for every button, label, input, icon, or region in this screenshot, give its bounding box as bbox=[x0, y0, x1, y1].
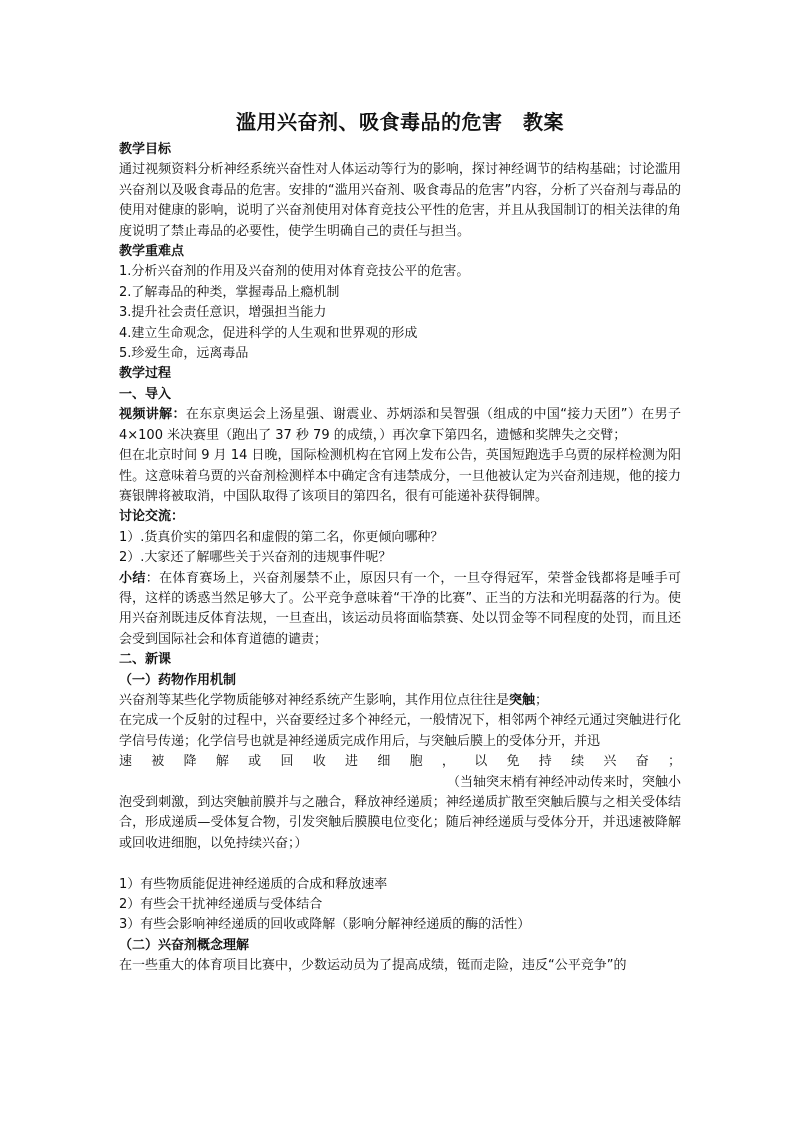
section-2-text: 在一些重大的体育项目比赛中，少数运动员为了提高成绩，铤而走险，违反“公平竞争”的 bbox=[119, 958, 627, 974]
key-point: 3.提升社会责任意识，增强担当能力 bbox=[119, 305, 327, 321]
section-1-note-start: （当轴突末梢有神经冲动传来时，突触小 bbox=[446, 774, 681, 790]
discuss-item: 1）.货真价实的第四名和虚假的第二名，你更倾向哪种？ bbox=[119, 529, 444, 545]
discuss-heading: 讨论交流： bbox=[119, 509, 185, 525]
key-point: 1.分析兴奋剂的作用及兴奋剂的使用对体育竞技公平的危害。 bbox=[119, 264, 470, 280]
video-label: 视频讲解： bbox=[119, 407, 186, 423]
key-point: 4.建立生命观念，促进科学的人生观和世界观的形成 bbox=[119, 325, 418, 341]
section-1-line-1-pre: 兴奋剂等某些化学物质能够对神经系统产生影响，其作用位点往往是 bbox=[119, 692, 510, 708]
key-point: 5.珍爱生命，远离毒品 bbox=[119, 346, 249, 362]
section-1-line-1-post: ； bbox=[535, 692, 549, 708]
section-1-spaced-line: 速被降解或回收进细胞，以免持续兴奋； bbox=[119, 754, 681, 770]
section-1-note-rest: 泡受到刺激，到达突触前膜并与之融合，释放神经递质；神经递质扩散至突触后膜与之相关受体结合，形成递质—受体复合物，引发突触后膜膜电位变化；随后神经递质与受体分开，并迅速被降解或回收进细胞，以免持续兴奋；） bbox=[119, 795, 681, 851]
section-1-line-1 bbox=[119, 691, 681, 711]
video-text: 在东京奥运会上汤星强、谢震业、苏炳添和吴智强（组成的中国“接力天团”）在男子 4×100 米决赛里（跑出了 37 秒 79 的成绩，）再次拿下第四名，遗憾和奖牌失之交臂； bbox=[119, 407, 681, 443]
discuss-item: 2）.大家还了解哪些关于兴奋剂的违规事件呢？ bbox=[119, 550, 392, 566]
section-1-item: 1）有些物质能促进神经递质的合成和释放速率 bbox=[119, 876, 388, 892]
section-2-heading: （二）兴奋剂概念理解 bbox=[119, 937, 250, 953]
video-paragraph bbox=[119, 405, 681, 446]
blank-line bbox=[119, 854, 681, 874]
summary-paragraph bbox=[119, 569, 681, 651]
section-1-item: 3）有些会影响神经递质的回收或降解（影响分解神经递质的酶的活性） bbox=[119, 917, 531, 933]
goal-heading: 教学目标 bbox=[119, 142, 172, 157]
summary-text: ：在体育赛场上，兴奋剂屡禁不止，原因只有一个，一旦夺得冠军，荣誉金钱都将是唾手可得，这样的诱惑当然足够大了。公平竞争意味着“干净的比赛”、正当的方法和光明磊落的行为。使用兴奋剂既违反体育法规，一旦查出，该运动员将面临禁赛、处以罚金等不同程度的处罚，而且还会受到国际社会和体育道德的谴责； bbox=[119, 570, 681, 647]
section-1-item: 2）有些会干扰神经递质与受体结合 bbox=[119, 897, 323, 913]
intro-heading: 一、导入 bbox=[119, 386, 172, 402]
key-point: 2.了解毒品的种类，掌握毒品上瘾机制 bbox=[119, 284, 340, 300]
news-paragraph: 但在北京时间 9 月 14 日晚，国际检测机构在官网上发布公告，英国短跑选手乌贾的尿样检测为阳性。这意味着乌贾的兴奋剂检测样本中确定含有违禁成分，一旦他被认定为兴奋剂违规，他的接力赛银牌将被取消，中国队取得了该项目的第四名，很有可能递补获得铜牌。 bbox=[119, 448, 681, 504]
section-1-line-1-bold: 突触 bbox=[509, 692, 536, 708]
section-1-heading: （一）药物作用机制 bbox=[119, 672, 237, 688]
goal-text: 通过视频资料分析神经系统兴奋性对人体运动等行为的影响，探讨神经调节的结构基础；讨论滥用兴奋剂以及吸食毒品的危害。安排的“滥用兴奋剂、吸食毒品的危害”内容，分析了兴奋剂与毒品的使用对健康的影响，说明了兴奋剂使用对体育竞技公平性的危害，并且从我国制订的相关法律的角度说明了禁止毒品的必要性，使学生明确自己的责任与担当。 bbox=[119, 162, 681, 239]
new-lesson-heading: 二、新课 bbox=[119, 652, 172, 668]
key-points-heading: 教学重难点 bbox=[119, 244, 185, 260]
page-title: 滥用兴奋剂、吸食毒品的危害 教案 bbox=[236, 110, 564, 134]
document-body bbox=[119, 106, 681, 977]
process-heading: 教学过程 bbox=[119, 366, 172, 382]
section-1-paragraph-2: 在完成一个反射的过程中，兴奋要经过多个神经元，一般情况下，相邻两个神经元通过突触进行化学信号传递；化学信号也就是神经递质完成作用后，与突触后膜上的受体分开，并迅 bbox=[119, 713, 681, 749]
summary-label: 小结 bbox=[119, 570, 146, 586]
